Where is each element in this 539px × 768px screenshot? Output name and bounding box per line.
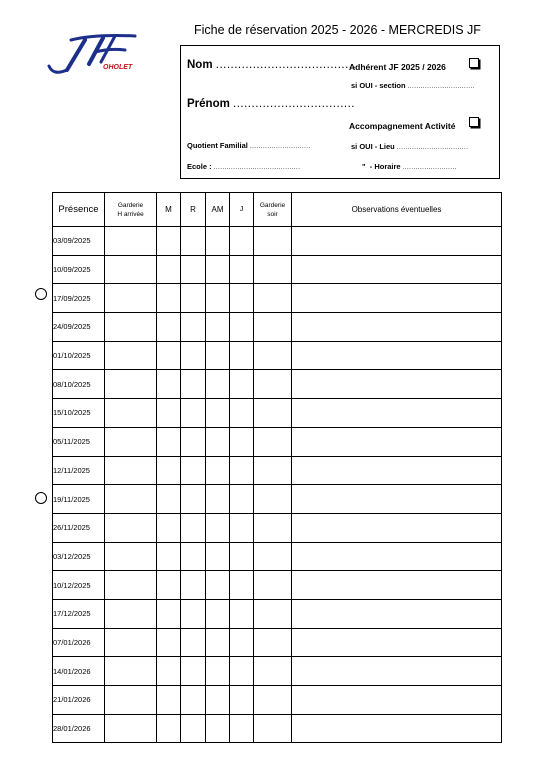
garderie-arrivee-cell[interactable]	[105, 571, 157, 600]
am-cell[interactable]	[206, 341, 230, 370]
am-cell[interactable]	[206, 456, 230, 485]
garderie-arrivee-cell[interactable]	[105, 542, 157, 571]
r-cell[interactable]	[181, 227, 206, 256]
horaire-label: - Horaire	[369, 162, 401, 171]
garderie-soir-cell[interactable]	[254, 571, 292, 600]
j-cell[interactable]	[230, 427, 254, 456]
garderie-soir-cell[interactable]	[254, 227, 292, 256]
garderie-arrivee-cell[interactable]	[105, 284, 157, 313]
observations-cell[interactable]	[292, 456, 502, 485]
m-cell[interactable]	[157, 485, 181, 514]
date-cell: 28/01/2026	[53, 714, 105, 743]
am-cell[interactable]	[206, 370, 230, 399]
table-row	[53, 313, 502, 342]
observations-cell[interactable]	[292, 542, 502, 571]
quotient-line[interactable]	[187, 141, 311, 150]
table-row	[53, 599, 502, 628]
table-row	[53, 657, 502, 686]
m-cell[interactable]	[157, 542, 181, 571]
ecole-label: Ecole :	[187, 162, 212, 171]
garderie-arrivee-cell[interactable]	[105, 427, 157, 456]
date-cell: 19/11/2025	[53, 485, 105, 514]
section-line[interactable]	[351, 81, 475, 90]
observations-cell[interactable]	[292, 399, 502, 428]
header-j: J	[230, 193, 254, 227]
r-cell[interactable]	[181, 341, 206, 370]
date-cell: 10/12/2025	[53, 571, 105, 600]
observations-cell[interactable]	[292, 599, 502, 628]
adherent-label: Adhérent JF 2025 / 2026	[349, 62, 446, 72]
date-cell: 07/01/2026	[53, 628, 105, 657]
date-cell: 21/01/2026	[53, 686, 105, 715]
am-cell[interactable]	[206, 571, 230, 600]
table-row	[53, 456, 502, 485]
garderie-arrivee-cell[interactable]	[105, 657, 157, 686]
observations-cell[interactable]	[292, 657, 502, 686]
am-cell[interactable]	[206, 485, 230, 514]
observations-cell[interactable]	[292, 571, 502, 600]
accompagnement-checkbox[interactable]	[469, 117, 479, 127]
r-cell[interactable]	[181, 370, 206, 399]
j-cell[interactable]	[230, 341, 254, 370]
nom-label: Nom	[187, 59, 213, 71]
table-row	[53, 571, 502, 600]
garderie-soir-cell[interactable]	[254, 628, 292, 657]
accompagnement-label: Accompagnement Activité	[349, 121, 456, 131]
am-cell[interactable]	[206, 513, 230, 542]
observations-cell[interactable]	[292, 227, 502, 256]
m-cell[interactable]	[157, 255, 181, 284]
header-garderie-arrivee-line2: H arrivée	[117, 210, 144, 218]
date-cell: 03/09/2025	[53, 227, 105, 256]
r-cell[interactable]	[181, 571, 206, 600]
m-cell[interactable]	[157, 399, 181, 428]
header-m: M	[157, 193, 181, 227]
am-cell[interactable]	[206, 686, 230, 715]
m-cell[interactable]	[157, 341, 181, 370]
r-cell[interactable]	[181, 485, 206, 514]
binder-hole	[35, 288, 47, 300]
quotient-label: Quotient Familial	[187, 141, 248, 150]
observations-cell[interactable]	[292, 513, 502, 542]
am-cell[interactable]	[206, 284, 230, 313]
j-cell[interactable]	[230, 456, 254, 485]
garderie-soir-cell[interactable]	[254, 284, 292, 313]
garderie-soir-cell[interactable]	[254, 513, 292, 542]
logo-graphic	[45, 28, 137, 80]
m-cell[interactable]	[157, 284, 181, 313]
m-cell[interactable]	[157, 427, 181, 456]
garderie-arrivee-cell[interactable]	[105, 227, 157, 256]
horaire-line[interactable]	[362, 162, 457, 171]
header-garderie-soir-line2: soir	[267, 210, 278, 218]
si-oui-section-label: si OUI - section	[351, 81, 406, 90]
observations-cell[interactable]	[292, 370, 502, 399]
r-cell[interactable]	[181, 686, 206, 715]
table-row	[53, 255, 502, 284]
observations-cell[interactable]	[292, 341, 502, 370]
m-cell[interactable]	[157, 571, 181, 600]
r-cell[interactable]	[181, 657, 206, 686]
date-cell: 17/09/2025	[53, 284, 105, 313]
j-cell[interactable]	[230, 399, 254, 428]
ecole-dots: ........................................	[213, 165, 301, 171]
attendance-table	[52, 192, 502, 743]
am-cell[interactable]	[206, 313, 230, 342]
header-garderie-soir-line1: Garderie	[259, 201, 286, 209]
garderie-soir-cell[interactable]	[254, 485, 292, 514]
r-cell[interactable]	[181, 542, 206, 571]
observations-cell[interactable]	[292, 485, 502, 514]
garderie-soir-cell[interactable]	[254, 255, 292, 284]
j-cell[interactable]	[230, 255, 254, 284]
date-cell: 17/12/2025	[53, 599, 105, 628]
am-cell[interactable]	[206, 657, 230, 686]
garderie-soir-cell[interactable]	[254, 686, 292, 715]
j-cell[interactable]	[230, 313, 254, 342]
garderie-arrivee-cell[interactable]	[105, 599, 157, 628]
garderie-arrivee-cell[interactable]	[105, 513, 157, 542]
header-garderie-arrivee-line1: Garderie	[117, 201, 144, 209]
nom-dots: ......................................	[215, 59, 357, 71]
si-oui-lieu-label: si OUI - Lieu	[351, 142, 395, 151]
observations-cell[interactable]	[292, 686, 502, 715]
lieu-line[interactable]	[351, 142, 468, 151]
j-cell[interactable]	[230, 227, 254, 256]
observations-cell[interactable]	[292, 628, 502, 657]
garderie-soir-cell[interactable]	[254, 341, 292, 370]
garderie-soir-cell[interactable]	[254, 427, 292, 456]
header-garderie-soir	[254, 193, 292, 227]
garderie-soir-cell[interactable]	[254, 542, 292, 571]
r-cell[interactable]	[181, 427, 206, 456]
r-cell[interactable]	[181, 255, 206, 284]
table-row	[53, 513, 502, 542]
am-cell[interactable]	[206, 599, 230, 628]
j-cell[interactable]	[230, 571, 254, 600]
m-cell[interactable]	[157, 227, 181, 256]
garderie-soir-cell[interactable]	[254, 456, 292, 485]
table-row	[53, 686, 502, 715]
header-r: R	[181, 193, 206, 227]
date-cell: 26/11/2025	[53, 513, 105, 542]
table-row	[53, 227, 502, 256]
ecole-line[interactable]	[187, 162, 300, 171]
garderie-arrivee-cell[interactable]	[105, 456, 157, 485]
garderie-soir-cell[interactable]	[254, 714, 292, 743]
garderie-soir-cell[interactable]	[254, 399, 292, 428]
binder-hole	[35, 492, 47, 504]
date-cell: 15/10/2025	[53, 399, 105, 428]
garderie-arrivee-cell[interactable]	[105, 399, 157, 428]
am-cell[interactable]	[206, 628, 230, 657]
date-cell: 24/09/2025	[53, 313, 105, 342]
m-cell[interactable]	[157, 686, 181, 715]
m-cell[interactable]	[157, 657, 181, 686]
header-observations: Observations éventuelles	[292, 193, 502, 227]
observations-cell[interactable]	[292, 255, 502, 284]
logo-text: OHOLET	[103, 64, 133, 71]
table-row	[53, 427, 502, 456]
table-header-row	[53, 193, 502, 227]
header-am: AM	[206, 193, 230, 227]
garderie-soir-cell[interactable]	[254, 599, 292, 628]
horaire-quote: "	[362, 162, 366, 171]
table-row	[53, 628, 502, 657]
am-cell[interactable]	[206, 427, 230, 456]
m-cell[interactable]	[157, 714, 181, 743]
am-cell[interactable]	[206, 542, 230, 571]
j-cell[interactable]	[230, 284, 254, 313]
r-cell[interactable]	[181, 313, 206, 342]
m-cell[interactable]	[157, 370, 181, 399]
r-cell[interactable]	[181, 456, 206, 485]
m-cell[interactable]	[157, 313, 181, 342]
garderie-soir-cell[interactable]	[254, 370, 292, 399]
header-presence: Présence	[53, 193, 105, 227]
horaire-dots: .........................	[402, 165, 457, 171]
adherent-checkbox[interactable]	[469, 58, 479, 68]
am-cell[interactable]	[206, 255, 230, 284]
garderie-arrivee-cell[interactable]	[105, 686, 157, 715]
nom-line[interactable]	[187, 59, 356, 71]
date-cell: 03/12/2025	[53, 542, 105, 571]
table-row	[53, 341, 502, 370]
quotient-dots: ............................	[249, 144, 311, 150]
observations-cell[interactable]	[292, 427, 502, 456]
j-cell[interactable]	[230, 657, 254, 686]
section-dots: ...............................	[407, 84, 475, 90]
r-cell[interactable]	[181, 599, 206, 628]
prenom-dots: .................................	[233, 98, 355, 110]
table-row	[53, 399, 502, 428]
garderie-arrivee-cell[interactable]	[105, 714, 157, 743]
r-cell[interactable]	[181, 714, 206, 743]
j-cell[interactable]	[230, 686, 254, 715]
r-cell[interactable]	[181, 284, 206, 313]
page-title: Fiche de réservation 2025 - 2026 - MERCREDIS JF	[194, 23, 481, 37]
garderie-arrivee-cell[interactable]	[105, 341, 157, 370]
j-cell[interactable]	[230, 714, 254, 743]
table-row	[53, 542, 502, 571]
header-garderie-arrivee	[105, 193, 157, 227]
j-cell[interactable]	[230, 513, 254, 542]
j-cell[interactable]	[230, 370, 254, 399]
date-cell: 01/10/2025	[53, 341, 105, 370]
info-box	[180, 45, 500, 179]
m-cell[interactable]	[157, 456, 181, 485]
r-cell[interactable]	[181, 399, 206, 428]
garderie-arrivee-cell[interactable]	[105, 370, 157, 399]
table-row	[53, 485, 502, 514]
observations-cell[interactable]	[292, 714, 502, 743]
am-cell[interactable]	[206, 227, 230, 256]
m-cell[interactable]	[157, 599, 181, 628]
m-cell[interactable]	[157, 513, 181, 542]
garderie-soir-cell[interactable]	[254, 313, 292, 342]
table-body	[53, 227, 502, 743]
garderie-arrivee-cell[interactable]	[105, 485, 157, 514]
am-cell[interactable]	[206, 399, 230, 428]
date-cell: 10/09/2025	[53, 255, 105, 284]
garderie-soir-cell[interactable]	[254, 657, 292, 686]
garderie-arrivee-cell[interactable]	[105, 628, 157, 657]
m-cell[interactable]	[157, 628, 181, 657]
date-cell: 05/11/2025	[53, 427, 105, 456]
garderie-arrivee-cell[interactable]	[105, 313, 157, 342]
table-row	[53, 284, 502, 313]
table-row	[53, 714, 502, 743]
logo	[45, 28, 137, 80]
table-row	[53, 370, 502, 399]
j-cell[interactable]	[230, 599, 254, 628]
observations-cell[interactable]	[292, 284, 502, 313]
j-cell[interactable]	[230, 628, 254, 657]
prenom-line[interactable]	[187, 98, 355, 110]
observations-cell[interactable]	[292, 313, 502, 342]
r-cell[interactable]	[181, 628, 206, 657]
am-cell[interactable]	[206, 714, 230, 743]
lieu-dots: .................................	[396, 145, 469, 151]
date-cell: 12/11/2025	[53, 456, 105, 485]
prenom-label: Prénom	[187, 98, 230, 110]
j-cell[interactable]	[230, 485, 254, 514]
date-cell: 08/10/2025	[53, 370, 105, 399]
r-cell[interactable]	[181, 513, 206, 542]
date-cell: 14/01/2026	[53, 657, 105, 686]
j-cell[interactable]	[230, 542, 254, 571]
garderie-arrivee-cell[interactable]	[105, 255, 157, 284]
